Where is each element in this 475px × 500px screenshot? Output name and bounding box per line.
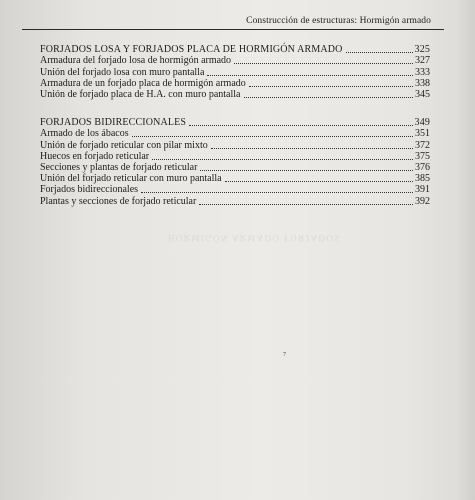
toc-entry-page: 391 <box>415 184 430 196</box>
toc-entry-page: 385 <box>415 173 430 185</box>
toc-entry-page: 392 <box>415 195 430 207</box>
toc-entry <box>40 89 430 100</box>
toc-entry <box>40 151 430 162</box>
dot-leader <box>199 204 413 205</box>
toc-entry-label: Huecos en forjado reticular <box>40 150 150 162</box>
toc-entry-label: Unión de forjado reticular con pilar mixto <box>40 139 208 151</box>
toc-entry <box>40 55 430 66</box>
dot-leader <box>189 125 412 126</box>
toc-heading <box>40 44 430 55</box>
toc-entry-page: 375 <box>415 150 430 162</box>
dot-leader <box>211 148 413 149</box>
toc-entry-page: 351 <box>415 128 430 140</box>
dot-leader <box>207 75 413 76</box>
toc-entry <box>40 66 430 77</box>
toc-entry-page: 376 <box>415 161 430 173</box>
toc-entry <box>40 128 430 139</box>
toc-entry-label: Plantas y secciones de forjado reticular <box>40 195 197 207</box>
toc-entry-label: Unión del forjado losa con muro pantalla <box>40 66 205 78</box>
running-header: Construcción de estructuras: Hormigón armado <box>246 16 431 26</box>
header-rule <box>22 29 444 30</box>
toc-entry-page: 338 <box>415 77 430 89</box>
bleed-through-text: HORMIGÓN ARMADO FORJADOS <box>168 233 341 243</box>
toc-entry-page: 349 <box>414 117 430 129</box>
toc-entry-label: Armadura del forjado losa de hormigón armado <box>40 55 232 67</box>
toc-entry-page: 333 <box>415 66 430 78</box>
toc-entry-page: 325 <box>414 44 430 56</box>
toc-entry-label: Secciones y plantas de forjado reticular <box>40 161 198 173</box>
toc-entry-label: Forjados bidireccionales <box>40 184 139 196</box>
toc-entry-label: Unión del forjado reticular con muro pantalla <box>40 173 222 185</box>
page-edge-shadow <box>457 0 475 500</box>
dot-leader <box>249 86 413 87</box>
page-number: 7 <box>283 352 286 358</box>
toc-section-forjados-losa <box>40 44 430 100</box>
toc-entry-label: FORJADOS BIDIRECCIONALES <box>40 117 187 129</box>
dot-leader <box>225 181 413 182</box>
toc-entry-page: 372 <box>415 139 430 151</box>
toc-section-forjados-bidireccionales <box>40 117 430 207</box>
dot-leader <box>132 136 413 137</box>
toc-entry <box>40 173 430 184</box>
toc-entry-label: Armadura de un forjado placa de hormigón armado <box>40 77 246 89</box>
toc-entry-label: Armado de los ábacos <box>40 128 129 140</box>
toc-entry-label: Unión de forjado placa de H.A. con muro pantalla <box>40 88 241 100</box>
toc-entry <box>40 184 430 195</box>
dot-leader <box>234 63 413 64</box>
toc-entry-page: 327 <box>415 55 430 67</box>
toc-entry-page: 345 <box>415 88 430 100</box>
toc-heading <box>40 117 430 128</box>
dot-leader <box>244 97 414 98</box>
dot-leader <box>141 192 413 193</box>
dot-leader <box>152 159 413 160</box>
toc-entry <box>40 78 430 89</box>
toc-entry-label: FORJADOS LOSA Y FORJADOS PLACA DE HORMIGÓN ARMADO <box>40 44 343 56</box>
dot-leader <box>346 52 413 53</box>
toc-entry <box>40 162 430 173</box>
dot-leader <box>200 170 413 171</box>
toc-entry <box>40 195 430 206</box>
toc-entry <box>40 139 430 150</box>
